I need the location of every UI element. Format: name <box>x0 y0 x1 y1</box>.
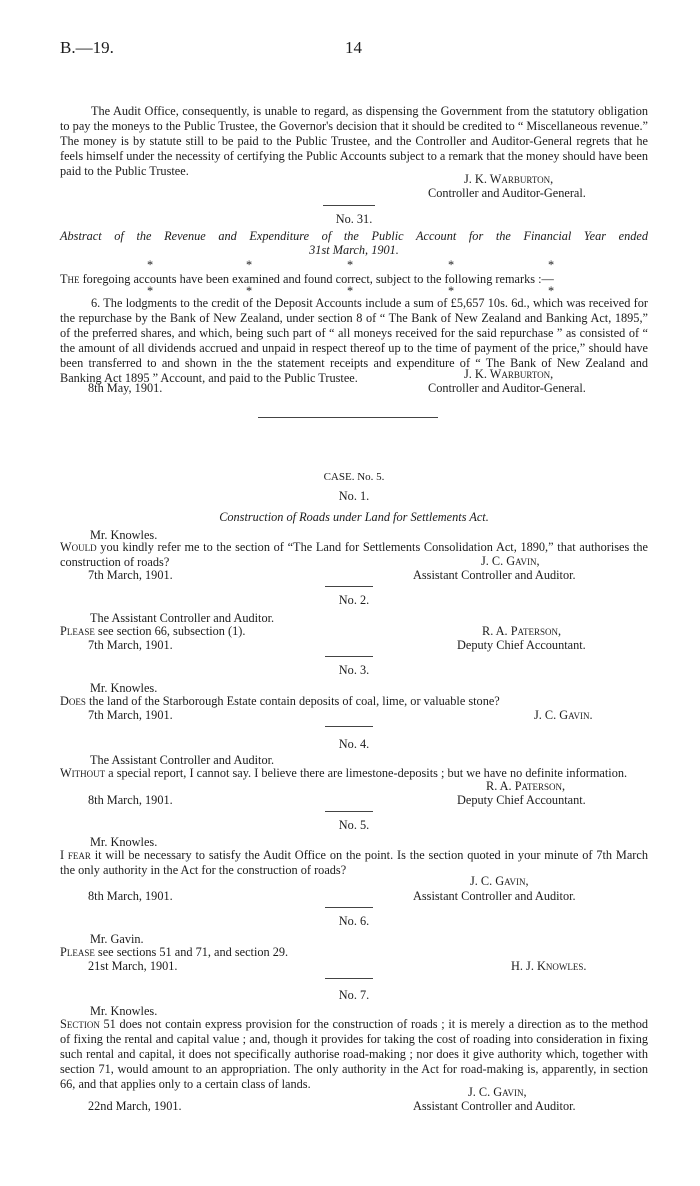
signature-name: J. K. Warburton, <box>464 367 554 381</box>
section-heading-no1: No. 1. <box>338 489 370 503</box>
remark-paragraph-6: 6. The lodgments to the credit of the Deposit Accounts include a sum of £5,657 10s. 6d., which was received for the repurchase by the Bank of New Zealand, under section 8 of “ The Bank of New Zealand and Banking Act, 1895,” of the preferred shares, and which, being such part of “ all moneys received for the said repurchase ” as consisted of “ the amount of all dividends accrued and unpaid in respect thereof up to the time of payment of the price,” should have been transferred to and shown in the the statement receipts and expenditure of “ The Bank of New Zealand and Banking Act 1895 ” Account, and paid to the Public Trustee. <box>60 296 648 385</box>
addressee: Mr. Knowles. <box>90 528 158 542</box>
signature-name: R. A. Paterson, <box>482 624 562 638</box>
abstract-title-line2: 31st March, 1901. <box>309 243 399 257</box>
lead-text: foregoing accounts have been examined and found correct, subject to the following remarks :— <box>79 272 554 286</box>
divider <box>325 726 373 727</box>
signature-name: J. K. Warburton, <box>464 172 554 186</box>
case-subtitle: Construction of Roads under Land for Settlements Act. <box>219 510 489 524</box>
memo-body: Does the land of the Starborough Estate contain deposits of coal, lime, or valuable stone? <box>60 694 500 708</box>
memo-body: Would you kindly refer me to the section of “The Land for Settlements Consolidation Act, 1890,” that authorises the construction of roads? <box>60 540 648 569</box>
abstract-title-line1: Abstract of the Revenue and Expenditure of the Public Account for the Financial Year ended <box>60 229 648 243</box>
section-heading-no2: No. 2. <box>338 593 370 607</box>
page-series-id: B.—19. <box>60 38 114 57</box>
signature-title: Assistant Controller and Auditor. <box>413 1099 576 1113</box>
date: 22nd March, 1901. <box>88 1099 182 1113</box>
memo-body: Please see section 66, subsection (1). <box>60 624 246 638</box>
signature-title: Assistant Controller and Auditor. <box>413 889 576 903</box>
signature-title: Controller and Auditor-General. <box>428 186 586 200</box>
divider <box>325 978 373 979</box>
date: 8th March, 1901. <box>88 889 173 903</box>
memo-body: Please see sections 51 and 71, and section 29. <box>60 945 289 959</box>
star: * <box>246 258 253 272</box>
addressee: Mr. Knowles. <box>90 681 158 695</box>
signature-name: R. A. Paterson, <box>486 779 566 793</box>
case-heading: CASE. No. 5. <box>323 471 385 483</box>
star: * <box>448 258 455 272</box>
signature-name: J. C. Gavin, <box>481 554 540 568</box>
signature-name: H. J. Knowles. <box>511 959 587 973</box>
section-heading-no7: No. 7. <box>338 988 370 1002</box>
star: * <box>147 258 154 272</box>
addressee: Mr. Knowles. <box>90 1004 158 1018</box>
divider <box>325 586 373 587</box>
addressee: The Assistant Controller and Auditor. <box>90 611 275 625</box>
date: 8th March, 1901. <box>88 793 173 807</box>
date: 7th March, 1901. <box>88 568 173 582</box>
page-number: 14 <box>345 38 362 57</box>
star: * <box>246 284 253 298</box>
section-heading-no6: No. 6. <box>338 914 370 928</box>
signature-name: J. C. Gavin, <box>468 1085 527 1099</box>
date: 7th March, 1901. <box>88 708 173 722</box>
divider <box>325 656 373 657</box>
section-divider <box>258 417 438 418</box>
signature-name: J. C. Gavin, <box>470 874 529 888</box>
signature-title: Controller and Auditor-General. <box>428 381 586 395</box>
signature-name: J. C. Gavin. <box>534 708 593 722</box>
star: * <box>147 284 154 298</box>
section-heading-no3: No. 3. <box>338 663 370 677</box>
date: 7th March, 1901. <box>88 638 173 652</box>
intro-paragraph: The Audit Office, consequently, is unable to regard, as dispensing the Government from the statutory obligation to pay the moneys to the Public Trustee, the Governor's decision that it should be credited to “ Miscellaneous revenue.” The money is by statute still to be paid to the Public Trustee, and the Controller and Auditor-General regrets that he feels himself under the necessity of certifying the Public Accounts subject to a remark that the money should have been paid to the Public Trustee. <box>60 104 648 178</box>
addressee: The Assistant Controller and Auditor. <box>90 753 275 767</box>
lead-word: The <box>60 272 80 286</box>
addressee: Mr. Gavin. <box>90 932 144 946</box>
signature-title: Deputy Chief Accountant. <box>457 638 586 652</box>
star: * <box>548 258 555 272</box>
memo-body: Without a special report, I cannot say. I believe there are limestone-deposits ; but we have no definite information. <box>60 766 628 780</box>
divider <box>325 811 373 812</box>
date: 8th May, 1901. <box>88 381 163 395</box>
memo-body: I fear it will be necessary to satisfy the Audit Office on the point. Is the section quoted in your minute of 7th March the only authority in the Act for the construction of roads? <box>60 848 648 877</box>
ellipsis-stars <box>0 258 700 272</box>
memo-body: Section 51 does not contain express provision for the construction of roads ; it is merely a direction as to the method of fixing the rental and capital value ; and, though it provides for taking the cost of roading into consideration in fixing such rental and capital, it does not specifically authorise road-making ; nor does it give authority which, together with section 71, would amount to an appropriation. The only authority in the Act for road-making is, apparently, in section 66, and that applies only to a certain class of lands. <box>60 1017 648 1091</box>
divider <box>325 907 373 908</box>
divider <box>323 205 375 206</box>
signature-title: Assistant Controller and Auditor. <box>413 568 576 582</box>
star: * <box>347 284 354 298</box>
addressee: Mr. Knowles. <box>90 835 158 849</box>
date: 21st March, 1901. <box>88 959 178 973</box>
section-heading-no31: No. 31. <box>335 212 373 226</box>
section-heading-no4: No. 4. <box>338 737 370 751</box>
section-heading-no5: No. 5. <box>338 818 370 832</box>
signature-title: Deputy Chief Accountant. <box>457 793 586 807</box>
star: * <box>347 258 354 272</box>
star: * <box>548 284 555 298</box>
star: * <box>448 284 455 298</box>
ellipsis-stars <box>0 284 700 296</box>
